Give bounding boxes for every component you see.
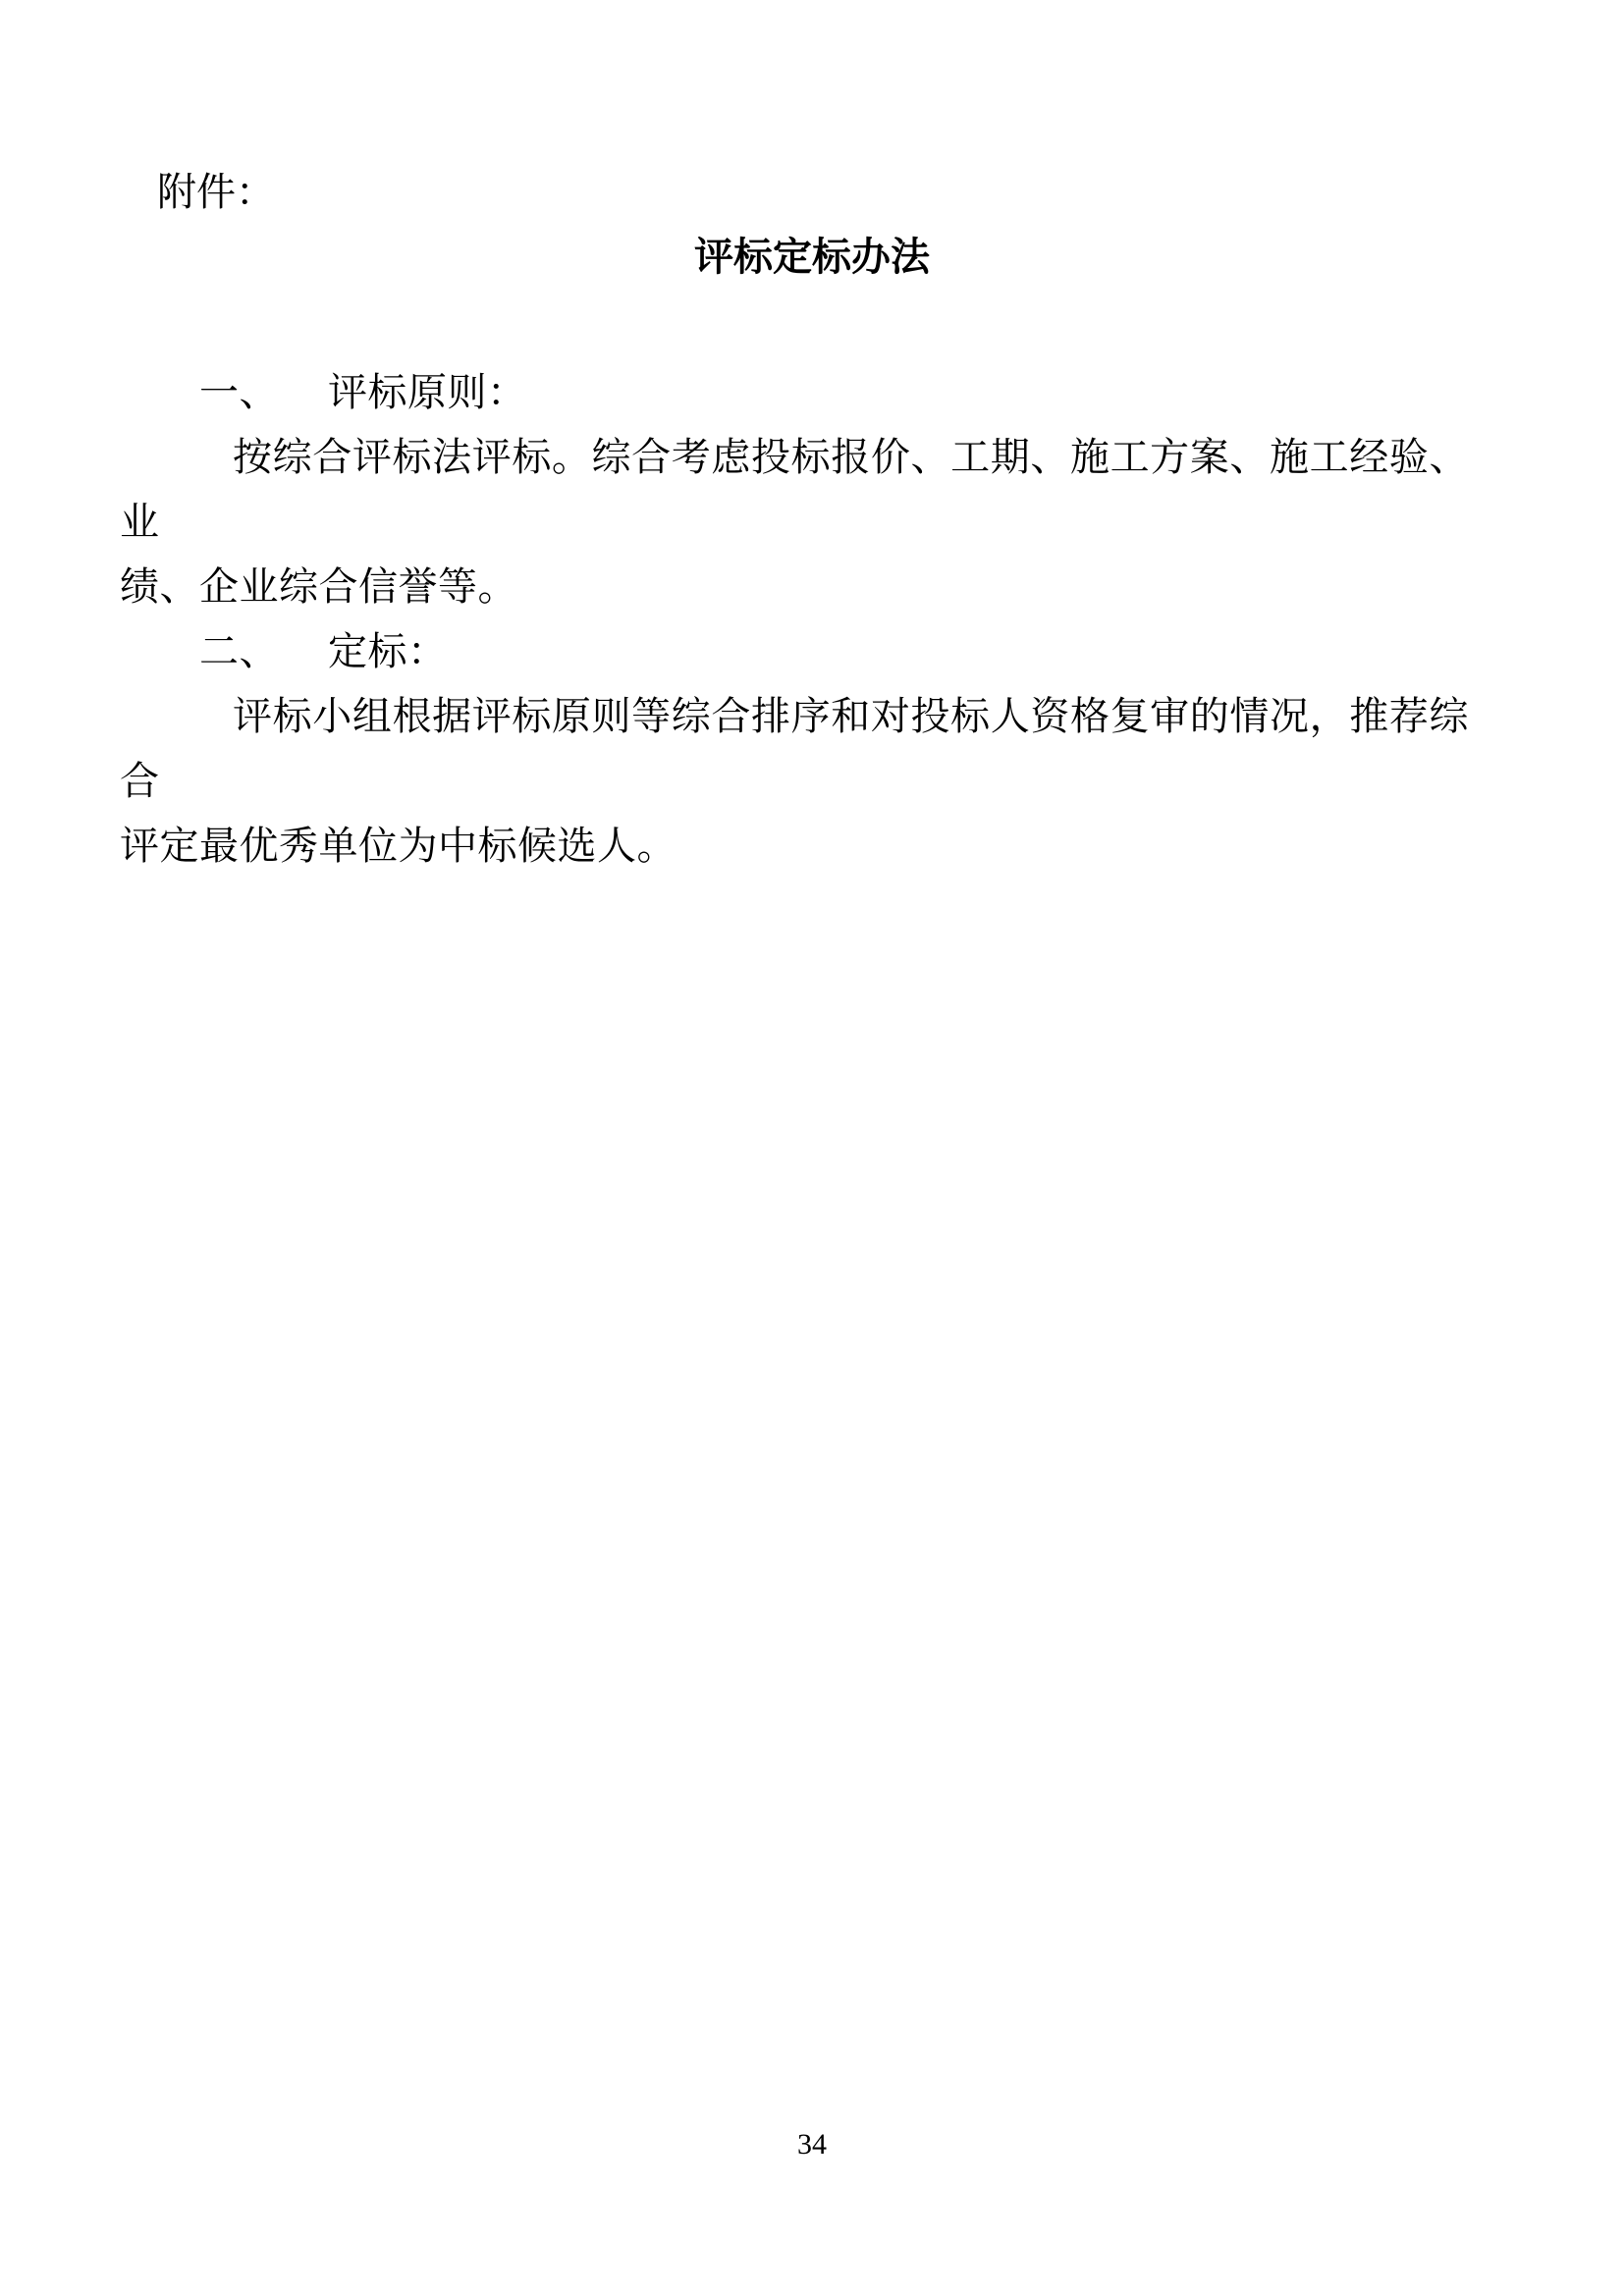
attachment-label: 附件： xyxy=(157,170,275,214)
section-2-marker: 二、 xyxy=(199,629,279,673)
paragraph-line: 评定最优秀单位为中标候选人。 xyxy=(120,824,677,868)
section-1-marker: 一、 xyxy=(199,370,279,414)
section-2-title: 定标： xyxy=(328,629,448,673)
section-1-title: 评标原则： xyxy=(328,370,527,414)
document-body xyxy=(120,360,1469,879)
paragraph-line: 按综合评标法评标。综合考虑投标报价、工期、施工方案、施工经验、业 xyxy=(120,435,1469,544)
section-heading-1 xyxy=(120,360,1469,425)
paragraph-line: 评标小组根据评标原则等综合排序和对投标人资格复审的情况，推荐综合 xyxy=(120,694,1469,803)
section-heading-2 xyxy=(120,619,1469,684)
document-title: 评标定标办法 xyxy=(694,235,930,279)
page-number: 34 xyxy=(797,2128,827,2161)
paragraph-line: 绩、企业综合信誉等。 xyxy=(120,564,517,609)
